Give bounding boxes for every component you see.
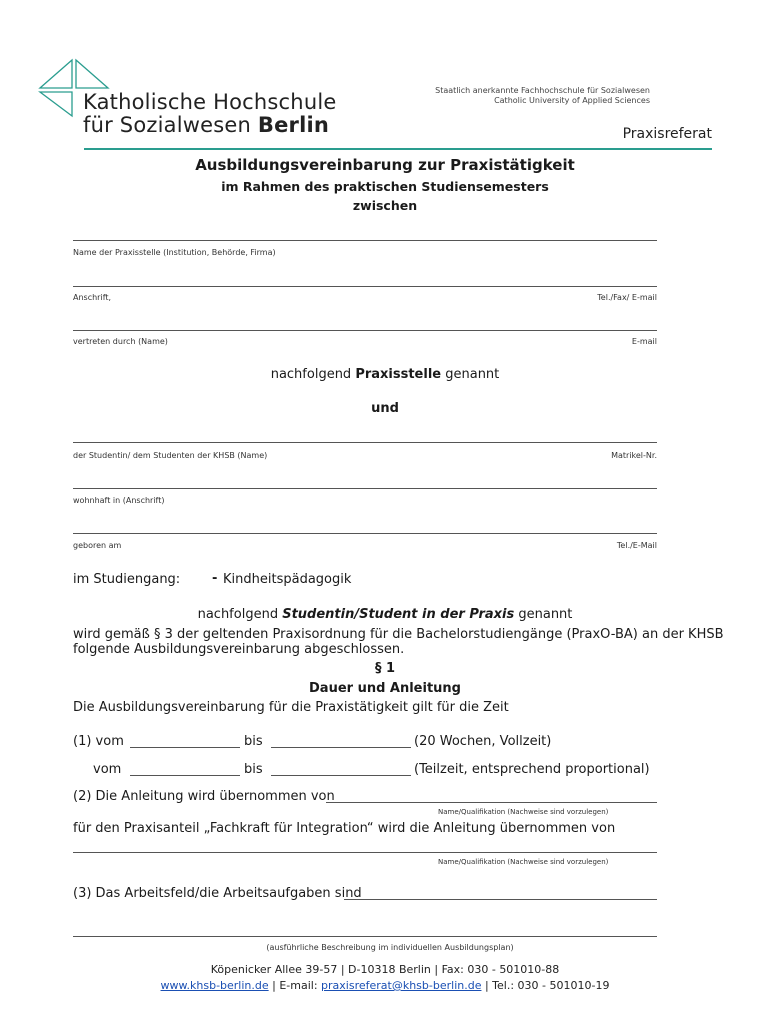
student-name-field[interactable] [73, 442, 657, 443]
guidance-field[interactable] [326, 802, 657, 803]
fachkraft-label: für den Praxisanteil „Fachkraft für Integration“ wird die Anleitung übernommen von [73, 821, 616, 836]
period1-note: (20 Wochen, Vollzeit) [414, 734, 552, 749]
student-birthdate-label: geboren am [73, 541, 122, 550]
study-program-bullet: - [212, 571, 218, 586]
tagline-english: Catholic University of Applied Sciences [494, 96, 650, 105]
period2-note: (Teilzeit, entsprechend proportional) [414, 762, 650, 777]
matriculation-label: Matrikel-Nr. [611, 451, 657, 460]
period1-to-field[interactable] [271, 747, 411, 748]
student-name-label: der Studentin/ dem Studenten der KHSB (Name) [73, 451, 268, 460]
practice-representative-field[interactable] [73, 330, 657, 331]
guidance-hint: Name/Qualifikation (Nachweise sind vorzulegen) [438, 808, 609, 816]
agreement-text-line1: wird gemäß § 3 der geltenden Praxisordnung für die Bachelorstudiengänge (PraxO-BA) an der KHSB [73, 627, 724, 642]
workfield-field-line2[interactable] [73, 936, 657, 937]
guidance-label: (2) Die Anleitung wird übernommen von [73, 789, 335, 804]
section-heading: Dauer und Anleitung [309, 681, 461, 696]
workfield-label: (3) Das Arbeitsfeld/die Arbeitsaufgaben sind [73, 886, 362, 901]
practice-address-field[interactable] [73, 286, 657, 287]
period2-to-label: bis [244, 762, 263, 777]
student-birthdate-field[interactable] [73, 533, 657, 534]
practice-name-label: Name der Praxisstelle (Institution, Behörde, Firma) [73, 248, 276, 257]
practice-representative-label: vertreten durch (Name) [73, 337, 168, 346]
student-address-field[interactable] [73, 488, 657, 489]
document-subtitle: im Rahmen des praktischen Studiensemesters [221, 179, 549, 194]
footer-contact [0, 979, 770, 992]
period2-from-field[interactable] [130, 775, 240, 776]
period2-to-field[interactable] [271, 775, 411, 776]
between-label: zwischen [352, 198, 418, 213]
document-title: Ausbildungsvereinbarung zur Praxistätigkeit [195, 156, 575, 174]
email-link[interactable]: praxisreferat@khsb-berlin.de [321, 979, 482, 992]
study-program-label: im Studiengang: [73, 572, 181, 587]
footer-address: Köpenicker Allee 39-57 | D-10318 Berlin | Fax: 030 - 501010-88 [210, 963, 560, 976]
practice-name-field[interactable] [73, 240, 657, 241]
practice-representative-email-label: E-mail [631, 337, 657, 346]
and-label: und [371, 401, 399, 416]
header-rule [84, 148, 712, 150]
website-link[interactable]: www.khsb-berlin.de [160, 979, 269, 992]
fachkraft-field[interactable] [73, 852, 657, 853]
department-label: Praxisreferat [622, 126, 712, 142]
agreement-text-line2: folgende Ausbildungsvereinbarung abgeschlossen. [73, 642, 405, 657]
period1-from-field[interactable] [130, 747, 240, 748]
workfield-hint: (ausführliche Beschreibung im individuellen Ausbildungsplan) [266, 943, 514, 952]
student-address-label: wohnhaft in (Anschrift) [73, 496, 165, 505]
period1-to-label: bis [244, 734, 263, 749]
phone-text: | Tel.: 030 - 501010-19 [481, 979, 610, 992]
tagline-german: Staatlich anerkannte Fachhochschule für Sozialwesen [435, 86, 650, 95]
praxisstelle-named-line: nachfolgend Praxisstelle genannt [270, 367, 500, 382]
fachkraft-hint: Name/Qualifikation (Nachweise sind vorzulegen) [438, 858, 609, 866]
workfield-field[interactable] [344, 899, 657, 900]
period1-from-label: (1) vom [73, 734, 124, 749]
school-name-line2: für Sozialwesen Berlin [83, 113, 330, 137]
student-contact-label: Tel./E-Mail [616, 541, 657, 550]
practice-contact-label: Tel./Fax/ E-mail [597, 293, 657, 302]
email-label: | E-mail: [268, 979, 322, 992]
student-named-line: nachfolgend Studentin/Student in der Praxis genannt [197, 607, 573, 622]
practice-address-label: Anschrift, [73, 293, 112, 302]
section-intro: Die Ausbildungsvereinbarung für die Praxistätigkeit gilt für die Zeit [73, 700, 509, 715]
section-number: § 1 [374, 661, 396, 676]
study-program-value: Kindheitspädagogik [223, 572, 352, 587]
period2-from-label: vom [93, 762, 122, 777]
school-name-line1: Katholische Hochschule [83, 90, 337, 114]
